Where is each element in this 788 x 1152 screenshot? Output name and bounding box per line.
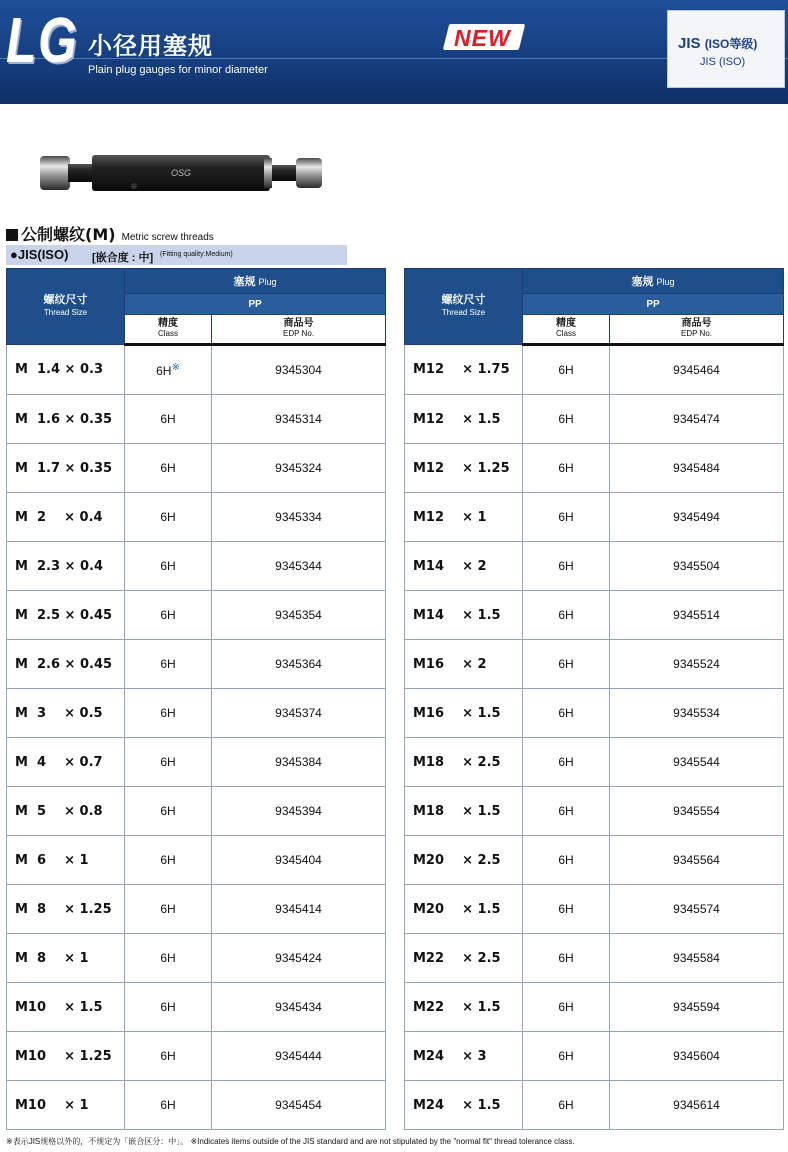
edp-cell: 9345474 (610, 395, 784, 444)
thread-size-cell: M10 × 1.25 (7, 1032, 125, 1081)
class-cell: 6H (523, 1032, 610, 1081)
edp-cell: 9345314 (212, 395, 386, 444)
edp-cell: 9345604 (610, 1032, 784, 1081)
product-title: 小径用塞规 (88, 32, 213, 60)
thread-size-cell: M10 × 1.5 (7, 983, 125, 1032)
edp-cell: 9345564 (610, 836, 784, 885)
thread-size-cell: M 8 × 1 (7, 934, 125, 983)
class-cell: 6H (523, 395, 610, 444)
standard-sublabel: JIS (ISO) (700, 56, 746, 68)
series-logo: LG (6, 4, 79, 76)
thread-size-cell: M 2 × 0.4 (7, 493, 125, 542)
thread-size-cell: M 1.7 × 0.35 (7, 444, 125, 493)
thread-size-header: 螺纹尺寸 Thread Size (405, 269, 523, 345)
edp-cell: 9345444 (212, 1032, 386, 1081)
thread-size-cell: M 2.6 × 0.45 (7, 640, 125, 689)
table-row (405, 345, 784, 395)
edp-cell: 9345574 (610, 885, 784, 934)
table-row (7, 591, 386, 640)
edp-cell: 9345594 (610, 983, 784, 1032)
table-row (405, 934, 784, 983)
table-row (7, 395, 386, 444)
edp-cell: 9345464 (610, 345, 784, 395)
class-cell: 6H (523, 1081, 610, 1130)
thread-size-cell: M18 × 1.5 (405, 787, 523, 836)
thread-size-cell: M22 × 2.5 (405, 934, 523, 983)
edp-cell: 9345434 (212, 983, 386, 1032)
thread-size-cell: M12 × 1.25 (405, 444, 523, 493)
edp-cell: 9345364 (212, 640, 386, 689)
thread-size-cell: M 6 × 1 (7, 836, 125, 885)
class-cell: 6H (125, 689, 212, 738)
class-cell: 6H (125, 542, 212, 591)
table-row (7, 689, 386, 738)
class-cell: 6H (125, 1081, 212, 1130)
edp-cell: 9345414 (212, 885, 386, 934)
thread-size-cell: M 8 × 1.25 (7, 885, 125, 934)
gauge-brand-mark: OSG (171, 168, 192, 178)
table-row (405, 983, 784, 1032)
edp-cell: 9345524 (610, 640, 784, 689)
pp-header: PP (125, 294, 386, 315)
thread-size-cell: M12 × 1 (405, 493, 523, 542)
table-row (405, 640, 784, 689)
thread-size-cell: M10 × 1 (7, 1081, 125, 1130)
edp-cell: 9345494 (610, 493, 784, 542)
class-cell: 6H (523, 640, 610, 689)
thread-size-cell: M14 × 2 (405, 542, 523, 591)
table-row (405, 542, 784, 591)
table-row (7, 1081, 386, 1130)
edp-cell: 9345334 (212, 493, 386, 542)
plug-header: 塞规 Plug (125, 269, 386, 294)
class-cell: 6H (125, 591, 212, 640)
table-row (405, 1032, 784, 1081)
table-row (7, 1032, 386, 1081)
edp-cell: 9345344 (212, 542, 386, 591)
product-title-english: Plain plug gauges for minor diameter (88, 64, 268, 76)
class-cell: 6H (125, 640, 212, 689)
class-cell: 6H (523, 836, 610, 885)
class-cell: 6H (125, 1032, 212, 1081)
square-bullet-icon (6, 229, 18, 241)
edp-cell: 9345374 (212, 689, 386, 738)
edp-cell: 9345424 (212, 934, 386, 983)
table-row (405, 395, 784, 444)
class-cell: 6H (125, 395, 212, 444)
edp-cell: 9345534 (610, 689, 784, 738)
class-cell: 6H (125, 885, 212, 934)
class-cell: 6H (523, 591, 610, 640)
table-row (405, 493, 784, 542)
table-row (405, 738, 784, 787)
class-cell: 6H (523, 738, 610, 787)
table-row (7, 345, 386, 395)
edp-cell: 9345354 (212, 591, 386, 640)
thread-size-header: 螺纹尺寸 Thread Size (7, 269, 125, 345)
class-header: 精度 Class (523, 315, 610, 345)
new-badge: NEW (454, 25, 511, 51)
edp-cell: 9345384 (212, 738, 386, 787)
table-row (405, 885, 784, 934)
table-row (7, 885, 386, 934)
class-cell: 6H (125, 836, 212, 885)
class-cell: 6H (125, 738, 212, 787)
thread-size-cell: M14 × 1.5 (405, 591, 523, 640)
standard-label: JIS (ISO等级) (678, 35, 758, 52)
table-row (405, 689, 784, 738)
thread-size-cell: M22 × 1.5 (405, 983, 523, 1032)
table-row (405, 1081, 784, 1130)
thread-size-cell: M18 × 2.5 (405, 738, 523, 787)
thread-size-cell: M 4 × 0.7 (7, 738, 125, 787)
thread-size-cell: M16 × 1.5 (405, 689, 523, 738)
edp-cell: 9345304 (212, 345, 386, 395)
class-cell: 6H (523, 444, 610, 493)
table-row (7, 444, 386, 493)
class-cell: 6H (125, 444, 212, 493)
class-cell: 6H (125, 934, 212, 983)
table-row (7, 983, 386, 1032)
edp-cell: 9345544 (610, 738, 784, 787)
edp-cell: 9345584 (610, 934, 784, 983)
class-cell: 6H (523, 983, 610, 1032)
class-cell: 6H (125, 787, 212, 836)
thread-size-cell: M20 × 1.5 (405, 885, 523, 934)
table-row (405, 836, 784, 885)
footnote: ※表示JIS规格以外的，不规定为「嵌合区分：中」。 ※Indicates items outside of the JIS standard and are not stipulated by the "normal fit" thread tolerance class. (6, 1137, 575, 1146)
thread-size-cell: M16 × 2 (405, 640, 523, 689)
edp-cell: 9345484 (610, 444, 784, 493)
class-cell: 6H (125, 983, 212, 1032)
table-row (7, 934, 386, 983)
header-banner (0, 0, 788, 104)
fit-quality-bar: ●JIS(ISO) [嵌合度 : 中] (Fitting quality:Medium) (6, 245, 347, 265)
table-row (405, 591, 784, 640)
table-row (7, 542, 386, 591)
thread-size-cell: M12 × 1.75 (405, 345, 523, 395)
thread-size-cell: M 3 × 0.5 (7, 689, 125, 738)
table-row (405, 787, 784, 836)
edp-cell: 9345394 (212, 787, 386, 836)
thread-size-cell: M20 × 2.5 (405, 836, 523, 885)
thread-size-cell: M24 × 1.5 (405, 1081, 523, 1130)
class-cell: 6H (523, 542, 610, 591)
class-cell: 6H (125, 493, 212, 542)
class-cell: 6H※ (125, 345, 212, 395)
class-cell: 6H (523, 345, 610, 395)
edp-cell: 9345554 (610, 787, 784, 836)
class-cell: 6H (523, 885, 610, 934)
thread-size-cell: M24 × 3 (405, 1032, 523, 1081)
table-row (7, 640, 386, 689)
edp-cell: 9345504 (610, 542, 784, 591)
note-asterisk: ※ (171, 362, 180, 373)
section-title: 公制螺纹(M) Metric screw threads (6, 222, 214, 245)
thread-size-cell: M 2.3 × 0.4 (7, 542, 125, 591)
class-cell: 6H (523, 493, 610, 542)
spec-table-left (6, 268, 386, 1130)
thread-size-cell: M12 × 1.5 (405, 395, 523, 444)
edp-cell: 9345404 (212, 836, 386, 885)
table-row (405, 444, 784, 493)
edp-cell: 9345324 (212, 444, 386, 493)
thread-size-cell: M 5 × 0.8 (7, 787, 125, 836)
edp-header: 商品号 EDP No. (212, 315, 386, 345)
edp-cell: 9345514 (610, 591, 784, 640)
plug-gauge-image (38, 150, 328, 196)
thread-size-cell: M 1.4 × 0.3 (7, 345, 125, 395)
class-cell: 6H (523, 934, 610, 983)
edp-cell: 9345454 (212, 1081, 386, 1130)
thread-size-cell: M 1.6 × 0.35 (7, 395, 125, 444)
table-row (7, 738, 386, 787)
table-row (7, 493, 386, 542)
thread-size-cell: M 2.5 × 0.45 (7, 591, 125, 640)
class-cell: 6H (523, 787, 610, 836)
class-header: 精度 Class (125, 315, 212, 345)
plug-header: 塞规 Plug (523, 269, 784, 294)
edp-header: 商品号 EDP No. (610, 315, 784, 345)
table-row (7, 836, 386, 885)
spec-table-right (404, 268, 784, 1130)
table-row (7, 787, 386, 836)
class-cell: 6H (523, 689, 610, 738)
edp-cell: 9345614 (610, 1081, 784, 1130)
pp-header: PP (523, 294, 784, 315)
